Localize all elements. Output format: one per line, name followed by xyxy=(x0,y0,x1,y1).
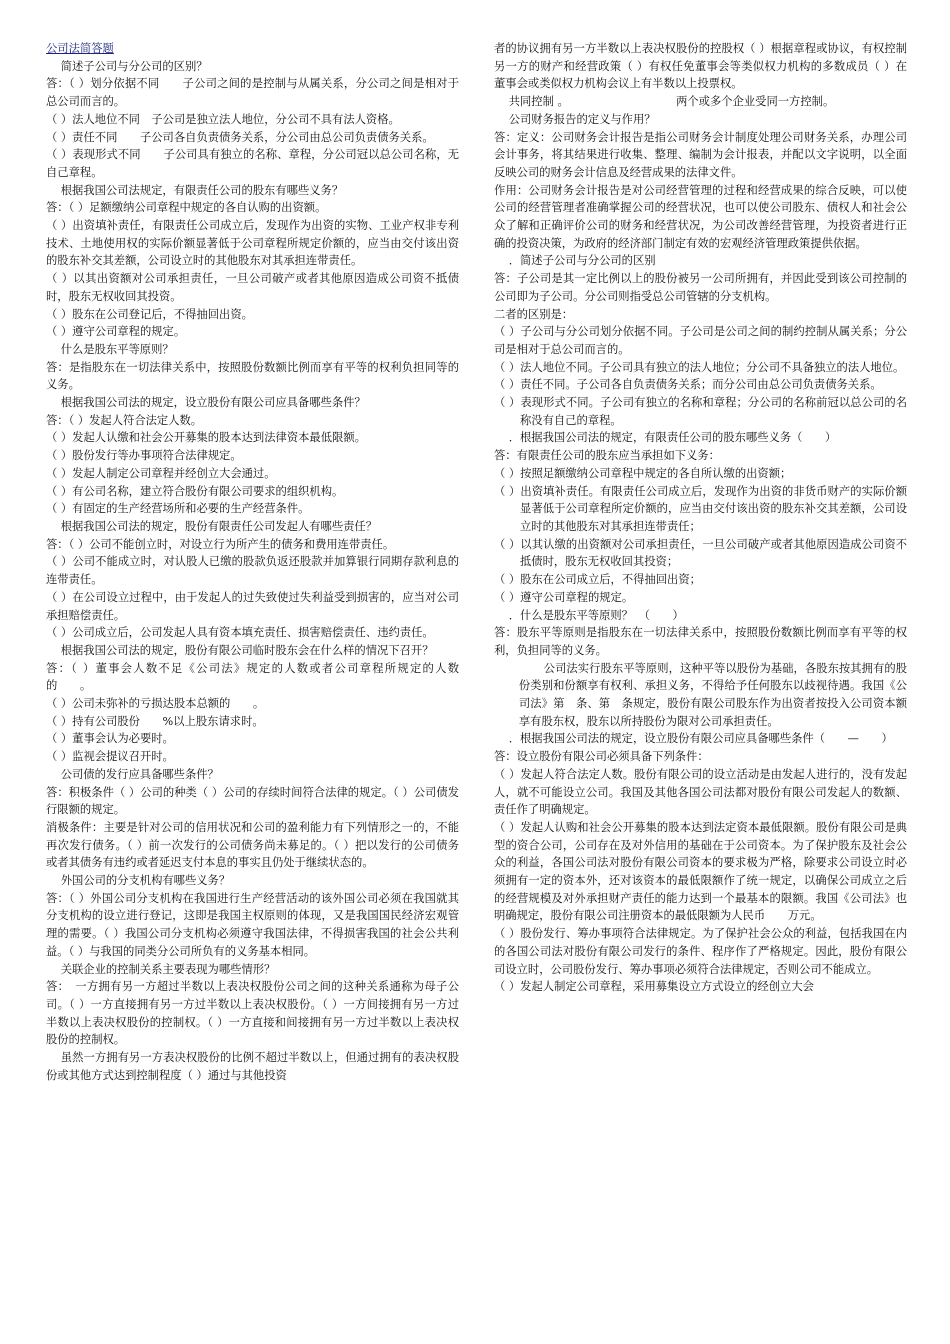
answer-paragraph: （ ）公司成立后，公司发起人具有资本填充责任、损害赔偿责任、违约责任。 xyxy=(46,626,434,640)
right-column xyxy=(494,40,907,996)
answer-paragraph: 答：（ ）足额缴纳公司章程中规定的各自认购的出资额。 xyxy=(46,201,327,215)
answer-paragraph: （ ）董事会认为必要时。 xyxy=(46,732,174,746)
answer-list-item: （ ）表现形式不同。子公司有独立的名称和章程；分公司的名称前冠以总公司的名称没有自己的章程。 xyxy=(494,396,907,427)
answer-paragraph: 答： 一方拥有另一方超过半数以上表决权股份公司之间的这种关系通称为母子公司。（ ）一方直接拥有另一方过半数以上表决权股份。（ ）一方间接拥有另一方过半数以上表决权股份的控制权。（ ）一方直接和间接拥有另一方过半数以上表决权股份的控制权。 xyxy=(46,980,459,1047)
answer-paragraph: （ ）股东在公司登记后，不得抽回出资。 xyxy=(46,307,253,321)
answer-paragraph: 答：定义：公司财务会计报告是指公司财务会计制度处理公司财务关系，办理公司会计事务，将其结果进行收集、整理、编制为会计报表，并配以文字说明，以全面反映公司的财务会计信息及经营成果的法律文件。 xyxy=(494,130,907,179)
question-heading: ．根据我国公司法的规定，设立股份有限公司应具备哪些条件（ — ） xyxy=(508,732,893,746)
question-heading: 根据我国公司法的规定，股份有限公司临时股东会在什么样的情况下召开？ xyxy=(60,643,434,657)
answer-paragraph: 答：是指股东在一切法律关系中，按照股份数额比例而享有平等的权利负担同等的义务。 xyxy=(46,360,459,392)
answer-paragraph: 答：设立股份有限公司必须具备下列条件： xyxy=(494,750,709,764)
answer-paragraph: 答：（ ）划分依据不同 子公司之间的是控制与从属关系，分公司之间是相对于总公司而言的。 xyxy=(46,77,459,109)
answer-paragraph: （ ）出资填补责任，有限责任公司成立后，发现作为出资的实物、工业产权非专利技术、土地使用权的实际价额显著低于公司章程所规定价额的，应当由交付该出资的股东补交其差额，公司设立时的其他股东对其承担连带责任。 xyxy=(46,219,459,268)
answer-list-item: （ ）以其认缴的出资额对公司承担责任，一旦公司破产或者其他原因造成公司资不抵债时，股东无权收回其投资； xyxy=(494,537,907,569)
document-title: 公司法简答题 xyxy=(46,42,114,55)
question-heading: 简述子公司与分公司的区别？ xyxy=(60,59,208,73)
question-heading: 外国公司的分支机构有哪些义务？ xyxy=(60,874,231,888)
answer-paragraph: 作用：公司财务会计报告是对公司经营管理的过程和经营成果的综合反映，可以使公司的经营管理者准确掌握公司的经营状况，也可以使公司股东、债权人和社会公众了解和正确评价公司的财务和经营状况，为公司改善经营管理，为投资者进行正确的投资决策，为政府的经济部门制定有效的宏观经济管理政策提供依据。 xyxy=(494,183,907,250)
question-heading: ．根据我国公司法的规定，有限责任公司的股东哪些义务（ ） xyxy=(508,431,837,445)
answer-paragraph: （ ）表现形式不同 子公司具有独立的名称、章程，分公司冠以总公司名称，无自己章程。 xyxy=(46,148,459,179)
answer-paragraph: 消极条件：主要是针对公司的信用状况和公司的盈利能力有下列情形之一的，不能再次发行债务。（ ）前一次发行的公司债务尚未募足的。（ ）把以发行的公司债务或者其债务有违约或者延迟支付本息的事实且仍处于继续状态的。 xyxy=(46,820,459,870)
question-heading: ．什么是股东平等原则？ （ ） xyxy=(508,608,684,622)
answer-paragraph: （ ）责任不同 子公司各自负责债务关系，分公司由总公司负责债务关系。 xyxy=(46,130,434,144)
question-heading: 根据我国公司法规定，有限责任公司的股东有哪些义务？ xyxy=(60,183,344,197)
answer-paragraph: （ ）发起人认购和社会公开募集的股本达到法定资本最低限额。股份有限公司是典型的资合公司，公司存在及对外信用的基础在于公司资本。为了保护股东及社会公众的利益，各国公司法对股份有限公司资本的要求极为严格，除要求公司设立时必须拥有一定的资本外，还对该资本的最低限额作了统一规定，以确保公司成立之后的经营规模及对外承担财产责任的能力达到一个最基本的限额。我国《公司法》也明确规定，股份有限公司注册资本的最低限额为人民币 万元。 xyxy=(494,820,907,923)
answer-paragraph: （ ）子公司与分公司划分依据不同。子公司是公司之间的制约控制从属关系；分公司是相对于总公司而言的。 xyxy=(494,325,907,356)
question-heading: 根据我国公司法的规定，股份有限责任公司发起人有哪些责任？ xyxy=(60,519,378,533)
question-heading: 公司债的发行应具备哪些条件？ xyxy=(60,767,219,781)
answer-paragraph: （ ）发起人符合法定人数。股份有限公司的设立活动是由发起人进行的，没有发起人，就不可能设立公司。我国及其他各国公司法都对股份有限公司发起人的数额、责任作了明确规定。 xyxy=(494,767,907,817)
question-heading: 根据我国公司法的规定，设立股份有限公司应具备哪些条件？ xyxy=(60,396,366,410)
answer-paragraph: 答：子公司是其一定比例以上的股份被另一公司所拥有，并因此受到该公司控制的公司即为子公司。分公司则指受总公司管辖的分支机构。 xyxy=(494,272,907,303)
answer-paragraph: （ ）股份发行等办事项符合法律规定。 xyxy=(46,449,242,463)
answer-paragraph: 答：（ ）公司不能创立时，对设立行为所产生的债务和费用连带责任。 xyxy=(46,537,395,551)
answer-paragraph: （ ）发起人制定公司章程并经创立大会通过。 xyxy=(46,466,276,480)
question-heading: 关联企业的控制关系主要表现为哪些情形？ xyxy=(60,962,276,976)
answer-paragraph: 答：（ ）发起人符合法定人数。 xyxy=(46,413,203,427)
answer-paragraph: 答：有限责任公司的股东应当承担如下义务： xyxy=(494,449,720,463)
answer-list-item: （ ）按照足额缴纳公司章程中规定的各自所认缴的出资额； xyxy=(494,466,792,480)
question-heading: ．简述子公司与分公司的区别 xyxy=(508,254,656,268)
answer-list-item: （ ）股东在公司成立后，不得抽回出资； xyxy=(494,573,701,587)
answer-paragraph: （ ）公司不能成立时，对认股人已缴的股款负返还股款并加算银行同期存款利息的连带责任。 xyxy=(46,555,459,587)
answer-paragraph: （ ）法人地位不同。子公司具有独立的法人地位；分公司不具备独立的法人地位。 xyxy=(494,360,905,374)
answer-paragraph: （ ）公司未弥补的亏损达股本总额的 。 xyxy=(46,697,265,711)
answer-list-item: （ ）出资填补责任。有限责任公司成立后，发现作为出资的非货币财产的实际价额显著低于公司章程所定价额的，应当由交付该出资的股东补交其差额，公司设立时的其他股东对其承担连带责任； xyxy=(494,484,907,533)
answer-paragraph: （ ）监视会提议召开时。 xyxy=(46,750,174,764)
answer-paragraph: （ ）有固定的生产经营场所和必要的生产经营条件。 xyxy=(46,502,310,516)
answer-list-item: （ ）发起人制定公司章程，采用募集设立方式设立的经创立大会 xyxy=(494,980,814,994)
question-heading: 共同控制 。 两个或多个企业受同一方控制。 xyxy=(508,95,835,109)
question-heading: 公司财务报告的定义与作用？ xyxy=(508,112,656,126)
answer-quote-block: 公司法实行股东平等原则，这种平等以股份为基础，各股东按其拥有的股份类别和份额享有权利、承担义务，不得给予任何股东以歧视待遇。我国《公司法》第 条、第 条规定，股份有限公司股东作为出资者按投入公司资本额享有股东权，股东以所持股份为限对公司承担责任。 xyxy=(518,661,907,728)
answer-paragraph: 者的协议拥有另一方半数以上表决权股份的控股权（ ）根据章程或协议，有权控制另一方的财产和经营政策（ ）有权任免董事会等类似权力机构的多数成员（ ）在董事会或类似权力机构会议上有半数以上投票权。 xyxy=(494,42,907,91)
answer-paragraph: （ ）在公司设立过程中，由于发起人的过失致使过失利益受到损害的，应当对公司承担赔偿责任。 xyxy=(46,590,459,622)
answer-paragraph: （ ）持有公司股份 %以上股东请求时。 xyxy=(46,714,264,728)
answer-paragraph: （ ）责任不同。子公司各自负责债务关系；而分公司由总公司负责债务关系。 xyxy=(494,378,882,392)
document-page xyxy=(46,40,908,1330)
answer-paragraph: 答：（ ）外国公司分支机构在我国进行生产经营活动的该外国公司必须在我国就其分支机构的设立进行登记，这即是我国主权原则的体现，又是我国国民经济宏观管理的需要。（ ）我国公司分支机构必须遵守我国法律，不得损害我国的社会公共利益。（ ）与我国的同类分公司所负有的义务基本相同。 xyxy=(46,891,459,958)
answer-paragraph: 答：（ ）董事会人数不足《公司法》规定的人数或者公司章程所规定的人数的 。 xyxy=(46,661,459,693)
answer-paragraph: （ ）遵守公司章程的规定。 xyxy=(46,325,186,339)
answer-paragraph: 答：股东平等原则是指股东在一切法律关系中，按照股份数额比例而享有平等的权利，负担同等的义务。 xyxy=(494,626,907,657)
answer-paragraph: 二者的区别是： xyxy=(494,307,574,321)
answer-paragraph: （ ）股份发行、筹办事项符合法律规定。为了保护社会公众的利益，包括我国在内的各国公司法对股份有限公司发行的条件、程序作了严格规定。因此，股份有限公司设立时，公司股份发行、筹办事项必须符合法律规定，否则公司不能成立。 xyxy=(494,927,907,976)
left-column xyxy=(46,40,459,1084)
answer-paragraph: 答：积极条件（ ）公司的种类（ ）公司的存续时间符合法律的规定。（ ）公司债发行限额的规定。 xyxy=(46,785,459,817)
question-heading: 虽然一方拥有另一方表决权股份的比例不超过半数以上，但通过拥有的表决权股份或其他方式达到控制程度（ ）通过与其他投资 xyxy=(46,1051,459,1082)
answer-paragraph: （ ）发起人认缴和社会公开募集的股本达到法律资本最低限额。 xyxy=(46,431,366,445)
answer-paragraph: （ ）有公司名称，建立符合股份有限公司要求的组织机构。 xyxy=(46,484,344,498)
answer-paragraph: （ ）以其出资额对公司承担责任，一旦公司破产或者其他原因造成公司资不抵债时，股东无权收回其投资。 xyxy=(46,272,459,303)
answer-list-item: （ ）遵守公司章程的规定。 xyxy=(494,590,634,604)
question-heading: 什么是股东平等原则？ xyxy=(60,342,174,356)
answer-paragraph: （ ）法人地位不同 子公司是独立法人地位，分公司不具有法人资格。 xyxy=(46,112,400,126)
